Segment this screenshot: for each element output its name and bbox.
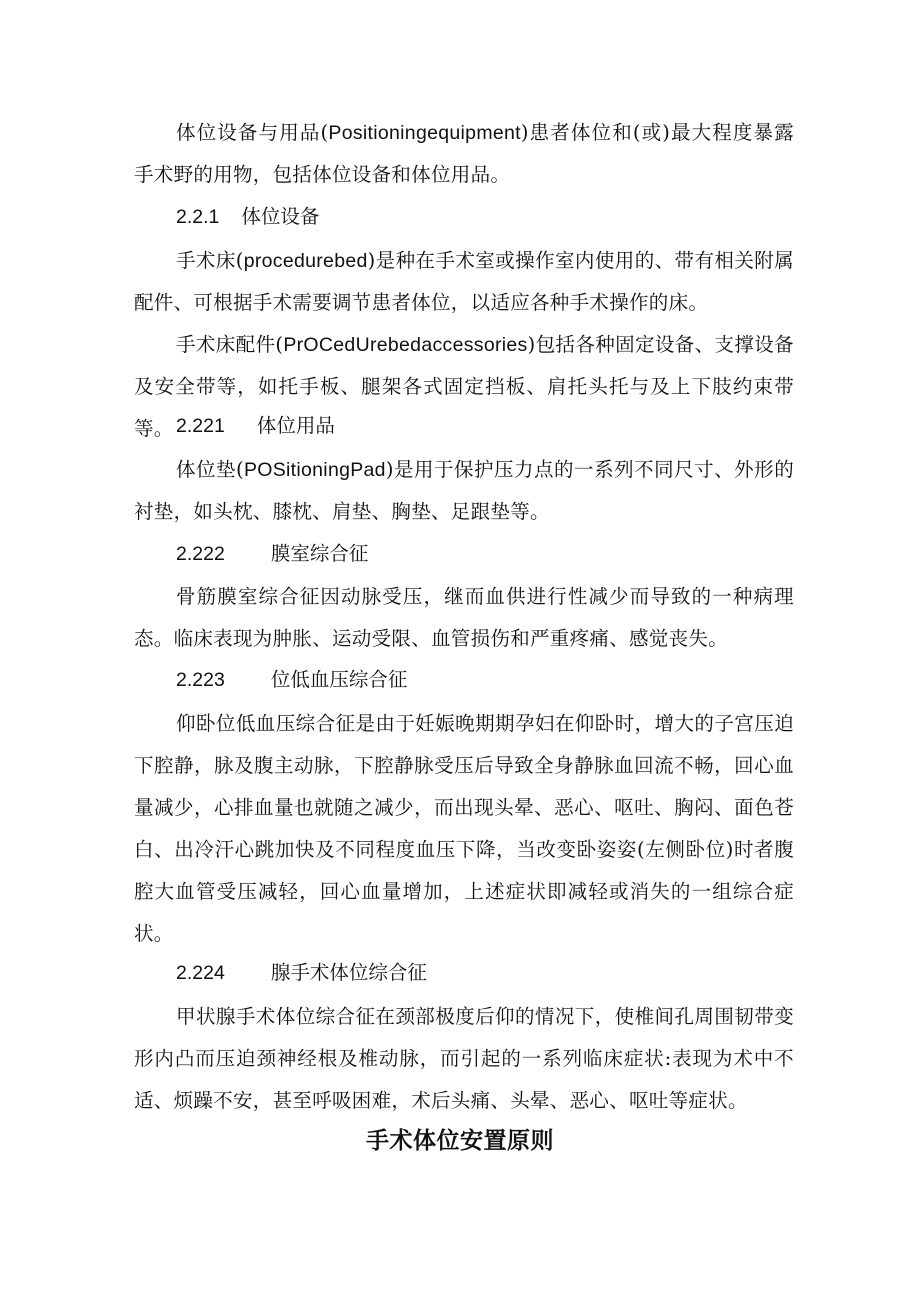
- text-run: 体位垫(: [176, 458, 244, 481]
- paragraph-positioning-equipment: [134, 112, 794, 196]
- heading-number: 2.2.1: [176, 206, 220, 228]
- latin-term: procedurebed: [243, 250, 368, 272]
- latin-term: Positioningequipment: [328, 122, 521, 144]
- heading-2-2-1: [176, 196, 319, 238]
- paragraph-positioning-pad: [134, 449, 794, 533]
- heading-number: 2.224: [176, 962, 225, 984]
- paragraph-compartment-syndrome: 骨筋膜室综合征因动脉受压，继而血供进行性减少而导致的一种病理态。临床表现为肿胀、运动受限、血管损伤和严重疼痛、感觉丧失。: [134, 585, 794, 650]
- heading-title: 体位设备: [241, 205, 320, 228]
- heading-title: 腺手术体位综合征: [270, 961, 427, 984]
- heading-2-2-2-3: [176, 659, 407, 701]
- heading-title: 位低血压综合征: [270, 668, 408, 691]
- heading-number: 2.223: [176, 669, 225, 691]
- section-title: 手术体位安置原则: [366, 1128, 554, 1154]
- heading-2-2-2-1: [176, 405, 335, 447]
- heading-title: 体位用品: [256, 414, 335, 437]
- text-run: )是种在手术室或操作室内使用的、带有相关附属配件、可根据手术需要调节患者体位，以适应各种手术操作的床。: [134, 249, 794, 314]
- heading-2-2-2-2: [176, 533, 368, 575]
- text-run: 手术床配件(: [176, 333, 284, 356]
- paragraph-supine-hypotension: 仰卧位低血压综合征是由于妊娠晚期期孕妇在仰卧时，增大的子宫压迫下腔静，脉及腹主动脉，下腔静脉受压后导致全身静脉血回流不畅，回心血量减少，心排血量也就随之减少，而出现头晕、恶心、呕吐、胸闷、面色苍白、出冷汗心跳加快及不同程度血压下降，当改变卧姿姿(左侧卧位)时者腹腔大血管受压减轻，回心血量增加，上述症状即减轻或消失的一组综合症状。: [134, 712, 794, 945]
- latin-term: POSitioningPad: [243, 459, 386, 481]
- heading-2-2-2-4: [176, 952, 427, 994]
- text-run: )包括各种固定设备、支撑设备及安全带等，如托手板、腿架各式固定挡板、肩托头托与及上下肢约束带等。: [134, 333, 794, 440]
- heading-number: 2.221: [176, 415, 225, 437]
- heading-title: 膜室综合征: [270, 542, 369, 565]
- text-run: )患者体位和(或)最大程度暴露手术野的用物，包括体位设备和体位用品。: [134, 121, 794, 186]
- text-run: 手术床(: [176, 249, 244, 272]
- latin-term: PrOCedUrebedaccessories: [283, 334, 528, 356]
- paragraph-procedure-bed: [134, 240, 794, 324]
- heading-number: 2.222: [176, 543, 225, 565]
- paragraph-thyroid-position-syndrome: 甲状腺手术体位综合征在颈部极度后仰的情况下，使椎间孔周围韧带变形内凸而压迫颈神经根及椎动脉，而引起的一系列临床症状:表现为术中不适、烦躁不安，甚至呼吸困难，术后头痛、头晕、恶心、呕吐等症状。: [134, 1005, 794, 1112]
- text-run: 体位设备与用品(: [176, 121, 329, 144]
- text-run: )是用于保护压力点的一系列不同尺寸、外形的衬垫，如头枕、膝枕、肩垫、胸垫、足跟垫等。: [134, 458, 794, 523]
